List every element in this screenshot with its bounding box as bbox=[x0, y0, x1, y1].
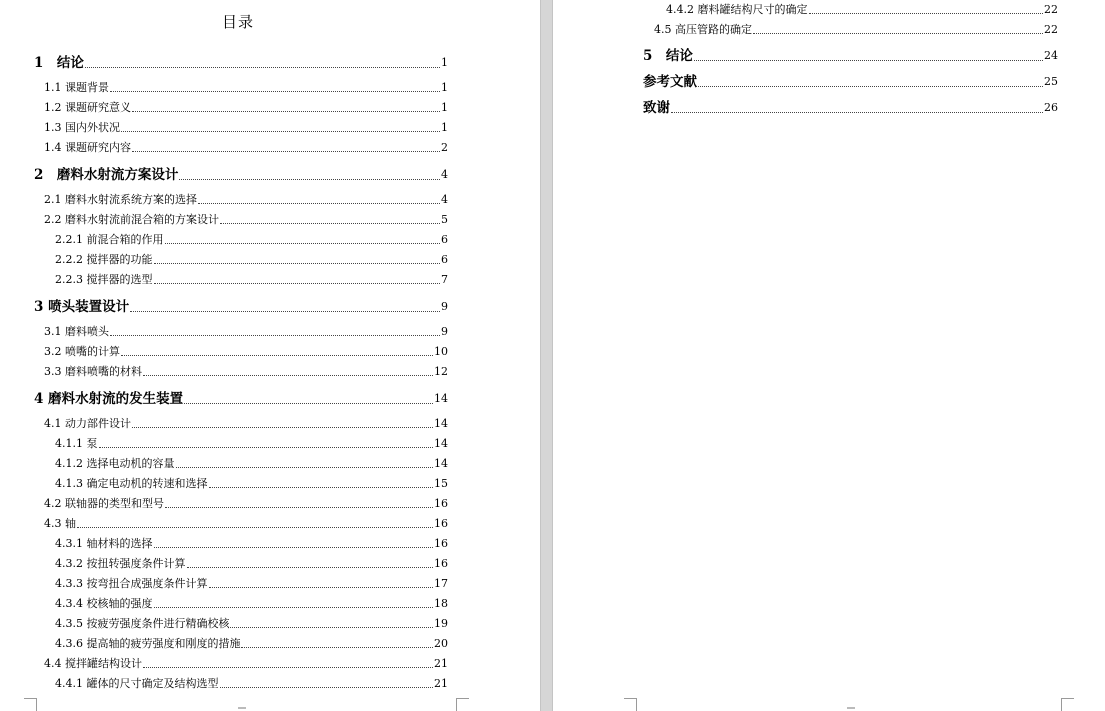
toc-entry-label: 2.1 磨料水射流系统方案的选择 bbox=[44, 193, 197, 206]
toc-entry[interactable] bbox=[55, 233, 448, 247]
toc-page-number: 14 bbox=[434, 437, 448, 450]
toc-entry[interactable] bbox=[44, 657, 448, 671]
toc-entry-label: 4.1.1 泵 bbox=[55, 437, 98, 450]
toc-entry[interactable] bbox=[55, 437, 448, 451]
toc-entry-label: 参考文献 bbox=[643, 74, 697, 90]
toc-dot-leader bbox=[154, 607, 434, 608]
toc-dot-leader bbox=[85, 67, 440, 68]
toc-entry[interactable] bbox=[666, 3, 1058, 17]
toc-page-number: 2 bbox=[441, 141, 448, 154]
toc-dot-leader bbox=[110, 335, 440, 336]
toc-entry-label: 3 喷头装置设计 bbox=[34, 299, 130, 315]
toc-page-number: 1 bbox=[441, 121, 448, 134]
toc-page-number: 1 bbox=[441, 56, 448, 69]
toc-dot-leader bbox=[220, 687, 434, 688]
toc-entry-label: 4.3.4 校核轴的强度 bbox=[55, 597, 153, 610]
toc-entry[interactable] bbox=[44, 345, 448, 359]
toc-entry-label: 1.2 课题研究意义 bbox=[44, 101, 131, 114]
toc-page-number: 26 bbox=[1044, 101, 1058, 114]
toc-entry-label: 4.3.3 按弯扭合成强度条件计算 bbox=[55, 577, 208, 590]
toc-page-number: 14 bbox=[434, 417, 448, 430]
page-gutter bbox=[540, 0, 553, 711]
toc-entry-label: 4.3.6 提高轴的疲劳强度和刚度的措施 bbox=[55, 637, 241, 650]
toc-dot-leader bbox=[110, 91, 440, 92]
toc-entry-label: 4.2 联轴器的类型和型号 bbox=[44, 497, 164, 510]
toc-dot-leader bbox=[184, 403, 433, 404]
toc-page-number: 22 bbox=[1044, 3, 1058, 16]
toc-chapter-entry[interactable] bbox=[643, 100, 1058, 116]
toc-entry[interactable] bbox=[44, 325, 448, 339]
toc-page-number: 24 bbox=[1044, 49, 1058, 62]
toc-entry-label: 5 结论 bbox=[643, 48, 693, 64]
document-page-right bbox=[553, 0, 1105, 711]
toc-entry-label: 4.3.2 按扭转强度条件计算 bbox=[55, 557, 186, 570]
toc-dot-leader bbox=[154, 283, 441, 284]
page-corner-mark-bottom-right bbox=[456, 698, 469, 711]
toc-entry[interactable] bbox=[44, 365, 448, 379]
toc-chapter-entry[interactable] bbox=[34, 391, 448, 407]
toc-dot-leader bbox=[230, 627, 433, 628]
toc-entry[interactable] bbox=[44, 517, 448, 531]
toc-chapter-entry[interactable] bbox=[34, 55, 448, 71]
toc-page-number: 16 bbox=[434, 517, 448, 530]
toc-page-number: 4 bbox=[441, 193, 448, 206]
toc-dot-leader bbox=[187, 567, 434, 568]
toc-entry-label: 4.5 高压管路的确定 bbox=[654, 23, 752, 36]
toc-entry-label: 4.1.3 确定电动机的转速和选择 bbox=[55, 477, 208, 490]
toc-dot-leader bbox=[143, 667, 433, 668]
toc-entry-label: 2 磨料水射流方案设计 bbox=[34, 167, 179, 183]
toc-entry-label: 1 结论 bbox=[34, 55, 84, 71]
toc-dot-leader bbox=[241, 647, 433, 648]
toc-entry[interactable] bbox=[55, 457, 448, 471]
toc-entry-label: 3.2 喷嘴的计算 bbox=[44, 345, 120, 358]
toc-entry[interactable] bbox=[654, 23, 1058, 37]
toc-entry[interactable] bbox=[44, 213, 448, 227]
toc-entry[interactable] bbox=[55, 253, 448, 267]
toc-dot-leader bbox=[698, 86, 1043, 87]
toc-dot-leader bbox=[220, 223, 440, 224]
toc-dot-leader bbox=[121, 131, 440, 132]
toc-dot-leader bbox=[132, 111, 440, 112]
toc-chapter-entry[interactable] bbox=[34, 299, 448, 315]
toc-page-number: 22 bbox=[1044, 23, 1058, 36]
page-corner-mark-bottom-left bbox=[624, 698, 637, 711]
toc-entry[interactable] bbox=[55, 617, 448, 631]
toc-page-number: 14 bbox=[434, 457, 448, 470]
toc-page-number: 16 bbox=[434, 537, 448, 550]
toc-dot-leader bbox=[694, 60, 1043, 61]
toc-dot-leader bbox=[165, 507, 433, 508]
toc-page-number: 14 bbox=[434, 392, 448, 405]
toc-page-number: 17 bbox=[434, 577, 448, 590]
toc-dot-leader bbox=[77, 527, 433, 528]
toc-entry-label: 1.4 课题研究内容 bbox=[44, 141, 131, 154]
toc-page-number: 21 bbox=[434, 677, 448, 690]
toc-entry[interactable] bbox=[44, 101, 448, 115]
toc-page-number: 10 bbox=[434, 345, 448, 358]
toc-entry-label: 2.2.3 搅拌器的选型 bbox=[55, 273, 153, 286]
toc-dot-leader bbox=[209, 487, 434, 488]
toc-chapter-entry[interactable] bbox=[643, 48, 1058, 64]
toc-dot-leader bbox=[165, 243, 441, 244]
toc-entry-label: 2.2.1 前混合箱的作用 bbox=[55, 233, 164, 246]
toc-entry-label: 2.2 磨料水射流前混合箱的方案设计 bbox=[44, 213, 219, 226]
toc-dot-leader bbox=[143, 375, 433, 376]
toc-page-number: 5 bbox=[441, 213, 448, 226]
toc-dot-leader bbox=[753, 33, 1043, 34]
toc-dot-leader bbox=[99, 447, 434, 448]
toc-entry-label: 1.3 国内外状况 bbox=[44, 121, 120, 134]
toc-page-number: 6 bbox=[441, 253, 448, 266]
toc-page-number: 6 bbox=[441, 233, 448, 246]
toc-title: 目录 bbox=[221, 13, 254, 31]
toc-entry-label: 4 磨料水射流的发生装置 bbox=[34, 391, 184, 407]
toc-page-number: 15 bbox=[434, 477, 448, 490]
toc-page-number: 1 bbox=[441, 81, 448, 94]
page-number-marker bbox=[847, 707, 855, 709]
toc-entry-label: 4.4.2 磨料罐结构尺寸的确定 bbox=[666, 3, 808, 16]
toc-page-number: 9 bbox=[441, 325, 448, 338]
toc-page-number: 9 bbox=[441, 300, 448, 313]
toc-dot-leader bbox=[132, 427, 433, 428]
toc-page-number: 1 bbox=[441, 101, 448, 114]
toc-entry-label: 1.1 课题背景 bbox=[44, 81, 109, 94]
toc-entry-label: 4.4.1 罐体的尺寸确定及结构选型 bbox=[55, 677, 219, 690]
page-corner-mark-bottom-right bbox=[1061, 698, 1074, 711]
document-page-left bbox=[0, 0, 540, 711]
toc-entry[interactable] bbox=[44, 121, 448, 135]
toc-dot-leader bbox=[154, 547, 434, 548]
toc-page-number: 20 bbox=[434, 637, 448, 650]
toc-entry[interactable] bbox=[44, 497, 448, 511]
toc-entry-label: 4.1.2 选择电动机的容量 bbox=[55, 457, 175, 470]
toc-entry-label: 4.4 搅拌罐结构设计 bbox=[44, 657, 142, 670]
toc-page-number: 12 bbox=[434, 365, 448, 378]
toc-entry-label: 致谢 bbox=[643, 100, 670, 116]
page-corner-mark-bottom-left bbox=[24, 698, 37, 711]
toc-dot-leader bbox=[809, 13, 1044, 14]
toc-page-number: 7 bbox=[441, 273, 448, 286]
toc-entry[interactable] bbox=[44, 141, 448, 155]
toc-dot-leader bbox=[209, 587, 434, 588]
toc-dot-leader bbox=[198, 203, 440, 204]
toc-entry-label: 3.3 磨料喷嘴的材料 bbox=[44, 365, 142, 378]
toc-entry[interactable] bbox=[55, 677, 448, 691]
toc-entry[interactable] bbox=[55, 577, 448, 591]
toc-entry[interactable] bbox=[55, 537, 448, 551]
toc-dot-leader bbox=[130, 311, 440, 312]
toc-entry-label: 3.1 磨料喷头 bbox=[44, 325, 109, 338]
toc-entry-label: 4.3 轴 bbox=[44, 517, 76, 530]
toc-entry[interactable] bbox=[55, 597, 448, 611]
toc-entry-label: 4.3.1 轴材料的选择 bbox=[55, 537, 153, 550]
toc-page-number: 18 bbox=[434, 597, 448, 610]
toc-page-number: 25 bbox=[1044, 75, 1058, 88]
toc-chapter-entry[interactable] bbox=[643, 74, 1058, 90]
toc-page-number: 4 bbox=[441, 168, 448, 181]
toc-entry-label: 4.3.5 按疲劳强度条件进行精确校核 bbox=[55, 617, 230, 630]
toc-dot-leader bbox=[154, 263, 441, 264]
toc-entry[interactable] bbox=[55, 637, 448, 651]
toc-dot-leader bbox=[671, 112, 1043, 113]
toc-dot-leader bbox=[179, 179, 440, 180]
toc-entry[interactable] bbox=[44, 81, 448, 95]
toc-entry[interactable] bbox=[55, 477, 448, 491]
toc-chapter-entry[interactable] bbox=[34, 167, 448, 183]
toc-page-number: 16 bbox=[434, 497, 448, 510]
toc-page-number: 19 bbox=[434, 617, 448, 630]
toc-entry-label: 4.1 动力部件设计 bbox=[44, 417, 131, 430]
toc-entry[interactable] bbox=[55, 273, 448, 287]
page-number-marker bbox=[238, 707, 246, 709]
toc-entry[interactable] bbox=[55, 557, 448, 571]
toc-dot-leader bbox=[121, 355, 433, 356]
toc-dot-leader bbox=[176, 467, 434, 468]
toc-entry[interactable] bbox=[44, 417, 448, 431]
toc-page-number: 21 bbox=[434, 657, 448, 670]
toc-page-number: 16 bbox=[434, 557, 448, 570]
toc-entry[interactable] bbox=[44, 193, 448, 207]
toc-entry-label: 2.2.2 搅拌器的功能 bbox=[55, 253, 153, 266]
toc-dot-leader bbox=[132, 151, 440, 152]
